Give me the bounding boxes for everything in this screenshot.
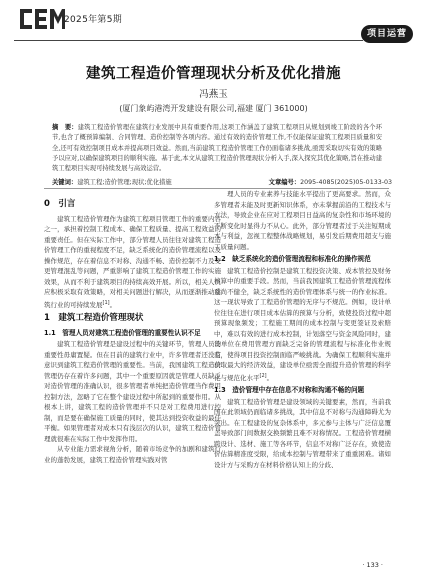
right-column bbox=[214, 189, 391, 470]
intro-text: 建筑工程造价管理作为建筑工程项目管理工作的重要内容之一，承担着控制工程成本、确保工程质量、提高工程效益的重要责任。但在实际工作中，部分管理人员往往对建筑工程造价管理工作的重视程度不足，缺乏系统化的造价管理流程以及操作规范，存在着信息不对称、沟通不畅、造价控制不力及变更管理混乱等问题，严重影响了建筑工程造价管理工作的实施效果，从而不利于建筑项目的持续高效开展。所以，相关人员应积极采取有效策略，对相关问题进行解决，从而逐渐推动建筑行业的可持续发展 bbox=[44, 214, 221, 309]
intro-text-end: 。 bbox=[109, 300, 117, 309]
paragraph-1-1a: 建筑工程造价管理是建设过程中的关键环节，管理人员的重要性毋庸置疑。但在目前的建筑行业中，许多管理者还没有意识到建筑工程造价管理的重要性。当前，我国建筑工程造价管理仍存在着许多问题，其中一个重要原因就是管理人员缺乏对造价管理的准确认识，很多管理者单纯把造价管理当作费用控制方法，忽略了它在整个建设过程中所起到的重要作用。从根本上讲，建筑工程的造价管理并不只是对工程费用进行控制，而是要在确保施工质量的同时，使其达到投资收益的最佳平衡。如果管理者对成本只有浅层次的认识，建筑工程造价管理就很难在实际工作中发挥作用。 bbox=[44, 340, 221, 443]
paragraph-1-2 bbox=[214, 266, 391, 384]
abstract-text: 建筑工程造价管理在建筑行业发展中具有重要作用,这项工作涵盖了建筑工程项目从规划到竣工阶段的各个环节,也含了概预算编制、合同管理、造价控制等各项内容。通过有效的造价管理工作,不仅能保证建筑工程项目质量和安全,还可有效控制项目成本并提高项目效益。然而,当前建筑工程造价管理工作仍面临诸多挑战,亟需采取切实有效的策略予以应对,以确保建筑项目的顺利实施。基于此,本文从建筑工程造价管理现状分析入手,深入探究其优化策略,旨在推动建筑工程项目实现可持续发展与高效运营。 bbox=[52, 124, 382, 173]
section-heading-1: 1 建筑工程造价管理现状 bbox=[44, 313, 144, 324]
header-rule bbox=[14, 40, 363, 41]
author-name: 冯燕玉 bbox=[199, 89, 228, 100]
article-number bbox=[269, 177, 392, 186]
journal-logo bbox=[18, 6, 66, 32]
keywords-label: 关键词： bbox=[52, 179, 78, 186]
abstract bbox=[52, 123, 382, 174]
citation-2: [2] bbox=[259, 372, 267, 379]
subsection-heading-1-1: 1.1 管理人员对建筑工程造价管理的重要性认识不足 bbox=[44, 328, 201, 337]
citation-1: [1] bbox=[102, 299, 110, 306]
column-badge: 项目运营 bbox=[361, 25, 413, 43]
paragraph-1-1c: 理人员的专业素养与技能水平提出了更高要求。然而，众多管理者未能及时更新知识体系，亦未掌握前沿的工程技术与方法，导致企业在应对工程项目日益高的复杂性和市场环境的不断变化时显得力不从心。此外，部分管理者过于关注短期成本与利益，忽视工程整体战略规划，易引发后期费用超支与施工质量问题。 bbox=[214, 190, 391, 251]
subsection-heading-1-3: 1.3 造价管理中存在信息不对称和沟通不畅的问题 bbox=[214, 386, 365, 395]
author-affiliation: (厦门象屿港湾开发建设有限公司,福建 厦门 361000) bbox=[119, 104, 308, 113]
page-number: · 133 · bbox=[362, 561, 383, 569]
section-heading-intro: 0 引言 bbox=[44, 199, 76, 209]
left-column bbox=[44, 196, 221, 465]
subsection-heading-1-2: 1.2 缺乏系统化的造价管理流程和标准化的操作规范 bbox=[214, 255, 371, 263]
page-header bbox=[0, 0, 427, 40]
paragraph-1-2-end: 。 bbox=[266, 373, 274, 382]
abstract-label: 摘 要： bbox=[52, 124, 78, 131]
paragraph-1-3: 建筑工程造价管理是建设领域的关键要素，然而，当前我国在此领域仍面临诸多挑战，其中信息不对称与沟通障碍尤为突出。在工程建设的复杂体系中，多元参与主体与广泛信息覆盖导致部门间数据交换频繁且难不对称情况。工程造价管理横跨设计、选材、施工等各环节，信息不对称广泛存在，致使造价估算精准度受限，给成本控制与管理带来了重重困难。诸如设计方与采购方在材料价格认知上的分歧、 bbox=[214, 397, 391, 469]
paragraph-1-1b: 从专业能力需求视角分析，随着市场竞争的加剧和建筑行业的蓬勃发展，建筑工程造价管理实践对管 bbox=[44, 445, 221, 464]
article-number-label: 文章编号： bbox=[268, 179, 301, 186]
article-title: 建筑工程造价管理现状分析及优化措施 bbox=[86, 66, 341, 82]
keywords-text: 建筑工程;造价管理;现状;优化措施 bbox=[77, 179, 172, 186]
paragraph-1-2-text: 建筑工程造价控制是建筑工程投资决策、成本管控及财务核算中的重要手段。然而，当前我国建筑工程造价管理流程体系尚不健全，缺乏系统性的造价管理体系与统一的作业标准。这一现状导致了工程造价管理的无序与不规范。例如，设计单位往往在进行项目成本估算的预算与分析，致使投资过程中超预算现象频发；工程施工期间的成本控制与变更签证及索赔中，难以有效的进行成本控制，计划落空与资金风险同时，建设单位在费用管理方面缺乏完备的管理流程与标准化作业规范，使得项目投资控制面临严峻挑战。为确保工程顺利实施并获取最大的经济效益，建设单位亟需全面提升造价管理的科学化与规范化水平 bbox=[214, 266, 391, 382]
issue-label: 2025年第5期 bbox=[64, 15, 123, 25]
article-number-text: 2095-4085(2025)05-0133-03 bbox=[300, 179, 392, 186]
intro-paragraph bbox=[44, 214, 221, 311]
keywords bbox=[52, 177, 172, 186]
